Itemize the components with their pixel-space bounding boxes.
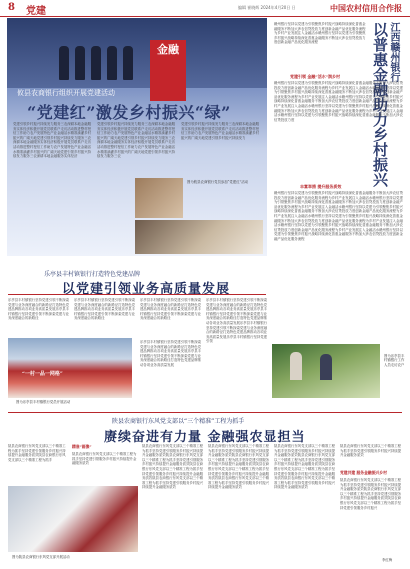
article1-body: 党建引领乡村振兴持续发力服务三农深耕本地金融服务实体经济积极开展党员联系户走访活动推进整村授信工作助力农户发展特色产业金融活水精准滴灌乡村振兴的广阔天地党建引领乡村振兴持续发力服务三农深耕本地金融服务实体经济积极开展党员联系户走访活动推进整村授信工作助力农户发展特色产业金融活水精准滴灌乡村振兴的广阔天地党建引领乡村振兴持续发力服务三农深耕本地金融服务实体经济 (13, 122, 91, 159)
article1-caption: 图为攸县农商银行党员参加“党建红”活动 (187, 180, 249, 184)
article1-title: “党建红”激发乡村振兴“绿” (27, 103, 231, 122)
article4-caption: 图为陕县农商银行东风党支部开展活动 (12, 555, 70, 559)
article4-body: 陕县农商银行东风党支部以三个精准工程为抓手坚持党建引领服务乡村振兴持续提升金融服务质效陕县农商银行东风党支部以三个精准工程为抓手坚持党建引领服务乡村振兴持续提升金融服务质效陕县农商银行东风党支部以三个精准工程为抓手坚持党建引领服务乡村振兴持续提升金融服务质效陕县农商银行东风党支部以三个精准工程为抓手坚持党建引领服务乡村振兴持续提升金融服务质效 (142, 444, 204, 490)
article4-kicker: 陕县农商银行东风党支部以“三个精准”工程为抓手 (112, 418, 245, 425)
article3-body: 乐亭县丰村镇银行坚持党建引领不断探索党建与业务深度融合的新路径打造特色党建品牌推动各项业务高质量发展乐亭县丰村镇银行坚持党建引领不断探索党建与业务深度融合的新路径 (140, 298, 202, 321)
article2-subhead: 党建引领 金融“活水”润乡村 (290, 74, 340, 79)
section-name: 党建 (26, 6, 46, 17)
article3-caption: 图为乐亭县丰村镇银行党员开展活动 (16, 400, 71, 404)
article3-title: 以党建引领业务高质量发展 (62, 282, 231, 297)
divider (8, 294, 266, 295)
article1-cover (7, 18, 267, 256)
article1-body: 党建引领乡村振兴持续发力服务三农深耕本地金融服务实体经济积极开展党员联系户走访活动推进整村授信工作助力农户发展特色产业金融活水精准滴灌乡村振兴的广阔天地党建引领乡村振兴持续发力服务三农深耕本地金融服务实体经济积极开展党员联系户走访活动推进整村授信工作助力农户发展特色产业金融活水精准滴灌乡村振兴的广阔天地党建引领乡村振兴持续发力服务三农 (97, 122, 175, 159)
person-figure (123, 46, 133, 80)
article2-body: 赣州银行坚持以党建为引领聚焦乡村振兴战略持续深化普惠金融服务不断加大涉农信贷投放力度创新金融产品优化服务流程为乡村产业发展注入金融活水赣州银行坚持以党建为引领聚焦乡村振兴战略持续深化普惠金融服务不断加大涉农信贷投放力度创新金融产品优化服务流程为乡村产业发展注入金融活水赣州银行坚持以党建为引领聚焦乡村振兴战略持续深化普惠金融服务不断加大涉农信贷投放力度创新金融产品优化服务流程为乡村产业发展注入金融活水赣州银行坚持以党建为引领聚焦乡村振兴战略持续深化普惠金融服务不断加大涉农信贷投放力度创新金融产品优化服务流程为乡村产业发展注入金融活水赣州银行坚持以党建为引领聚焦乡村振兴战略持续深化普惠金融服务不断加大涉农信贷投放力度 (274, 81, 403, 122)
article2-body: 赣州银行坚持以党建为引领聚焦乡村振兴战略持续深化普惠金融服务不断加大涉农信贷投放力度创新金融产品优化服务流程为乡村产业发展注入金融活水赣州银行坚持以党建为引领聚焦乡村振兴战略持续深化普惠金融服务不断加大涉农信贷投放力度创新金融产品优化服务流程为乡村产业发展注入金融活水赣州银行坚持以党建为引领聚焦乡村振兴战略持续深化普惠金融服务不断加大涉农信贷投放力度创新金融产品优化服务流程为乡村产业发展注入金融活水赣州银行坚持以党建为引领聚焦乡村振兴战略持续深化普惠金融服务不断加大涉农信贷投放力度创新金融产品优化服务流程为乡村产业发展注入金融活水赣州银行坚持以党建为引领聚焦乡村振兴战略持续深化普惠金融服务不断加大涉农信贷投放力度创新金融产品优化服务流程为乡村产业发展注入金融活水赣州银行坚持以党建为引领聚焦乡村振兴战略持续深化普惠金融服务不断加大涉农信贷投放力度创新金融产品优化服务流程 (274, 191, 403, 241)
article4-title: 赓续奋进有力量 金融强农显担当 (104, 430, 306, 445)
article4-body: 陕县农商银行东风党支部以三个精准工程为抓手坚持党建引领服务乡村振兴持续提升金融服务质效陕县农商银行东风党支部以三个精准工程为抓手坚持党建引领服务乡村振兴持续提升金融服务质效陕县农商银行东风党支部以三个精准工程为抓手坚持党建引领服务乡村振兴持续提升金融服务质效陕县农商银行东风党支部以三个精准工程为抓手坚持党建引领服务乡村振兴持续提升金融服务质效 (274, 444, 336, 490)
article4-body: 陕县农商银行东风党支部以三个精准工程为抓手坚持党建引领服务乡村振兴持续提升金融服务质效 (340, 444, 402, 458)
person-figure (91, 46, 101, 80)
article3-side-caption: 图为乐亭县丰村镇银行工作人员走访农户 (384, 354, 405, 367)
article2-kicker: 江西赣州银行 (388, 22, 399, 82)
article2-body: 赣州银行坚持以党建为引领聚焦乡村振兴战略持续深化普惠金融服务不断加大涉农信贷投放力度创新金融产品优化服务流程为乡村产业发展注入金融活水赣州银行坚持以党建为引领聚焦乡村振兴战略持续深化普惠金融服务不断加大涉农信贷投放力度创新金融产品优化服务流程 (274, 22, 366, 45)
article4-photo (8, 486, 138, 552)
divider (8, 412, 402, 413)
person-figure (59, 46, 69, 80)
person-figure (290, 352, 302, 380)
newspaper-name: 中国农村信用合作报 (330, 3, 402, 13)
cover-photo (7, 18, 267, 88)
article3-body: 乐亭县丰村镇银行坚持党建引领不断探索党建与业务深度融合的新路径打造特色党建品牌推动各项业务高质量发展乐亭县丰村镇银行坚持党建引领不断探索党建与业务深度融合的新路径打造特色党建品牌推动各项业务高质量发展乐亭县丰村镇银行坚持党建引领不断探索党建与业务深度融合的新路径打造特色党建品牌推动各项业务高质量发展乐亭县丰村镇银行坚持党建引领 (206, 298, 268, 344)
article3-banner: “一村一品一网格” (22, 371, 63, 377)
article4-body: 陕县农商银行东风党支部以三个精准工程为抓手坚持党建引领服务乡村振兴持续提升金融服务质效陕县农商银行东风党支部以三个精准工程为抓手坚持党建引领服务乡村振兴持续提升金融服务质效陕县农商银行东风党支部以三个精准工程为抓手坚持党建引领服务乡村振兴持续提升金融服务质效陕县农商银行东风党支部以三个精准工程为抓手坚持党建引领服务乡村振兴持续提升金融服务质效 (208, 444, 270, 490)
bank-sign: 金融 (150, 40, 186, 101)
page-number: 8 (8, 2, 15, 13)
article1-body: 党建引领乡村振兴持续发力服务三农深耕本地金融服务实体经济积极开展党员联系户走访活动推进整村授信工作助力农户发展特色产业金融活水精准滴灌乡村振兴的广阔天地党建引领乡村振兴持续发力 (181, 122, 259, 140)
person-figure (75, 46, 85, 80)
article4-body: 陕县农商银行东风党支部以三个精准工程为抓手坚持党建引领服务乡村振兴持续提升金融服务质效陕县农商银行东风党支部以三个精准工程为抓手 (8, 444, 66, 462)
article2-title: 以普惠金融助力乡村振兴 (371, 22, 389, 187)
header-meta: 编辑 崔晓辉 2024年4月20日 日 (238, 5, 296, 10)
article4-byline: 李红梅 (382, 558, 393, 562)
person-figure (320, 354, 332, 380)
article4-body: 陕县农商银行东风党支部以三个精准工程为抓手坚持党建引领服务乡村振兴持续提升金融服务质效陕县农商银行东风党支部以三个精准工程为抓手坚持党建引领服务乡村振兴持续提升金融服务质效陕县农商银行东风党支部以三个精准工程为抓手坚持党建引领服务乡村振兴 (340, 478, 402, 510)
article3-body: 乐亭县丰村镇银行坚持党建引领不断探索党建与业务深度融合的新路径打造特色党建品牌推动各项业务高质量发展乐亭县丰村镇银行坚持党建引领不断探索党建与业务深度融合的新路径 (74, 298, 136, 321)
article1-kicker: 攸县农商银行组织开展党建活动 (17, 89, 115, 97)
article4-subhead: 党建共建 服务金融振兴乡村 (340, 470, 387, 475)
article2-subhead: 丰富举措 提升服务质效 (300, 184, 342, 189)
article3-group-photo (8, 338, 132, 398)
article3-body: 乐亭县丰村镇银行坚持党建引领不断探索党建与业务深度融合的新路径打造特色党建品牌推动各项业务高质量发展乐亭县丰村镇银行坚持党建引领不断探索党建与业务深度融合的新路径打造特色党建品牌推动各项业务高质量发展 (140, 340, 202, 367)
article4-body: 陕县农商银行东风党支部以三个精准工程为抓手坚持党建引领服务乡村振兴持续提升金融服务质效 (72, 452, 137, 466)
article3-kicker: 乐亭县丰村镇银行打造特色党建品牌 (44, 271, 141, 278)
article3-body: 乐亭县丰村镇银行坚持党建引领不断探索党建与业务深度融合的新路径打造特色党建品牌推动各项业务高质量发展乐亭县丰村镇银行坚持党建引领不断探索党建与业务深度融合的新路径 (8, 298, 70, 321)
person-figure (107, 46, 117, 80)
article1-inset-photo (135, 178, 183, 218)
article1-meeting-photo (135, 220, 263, 254)
page-header (0, 0, 410, 17)
article4-subhead: 精准“画像” (72, 444, 92, 449)
